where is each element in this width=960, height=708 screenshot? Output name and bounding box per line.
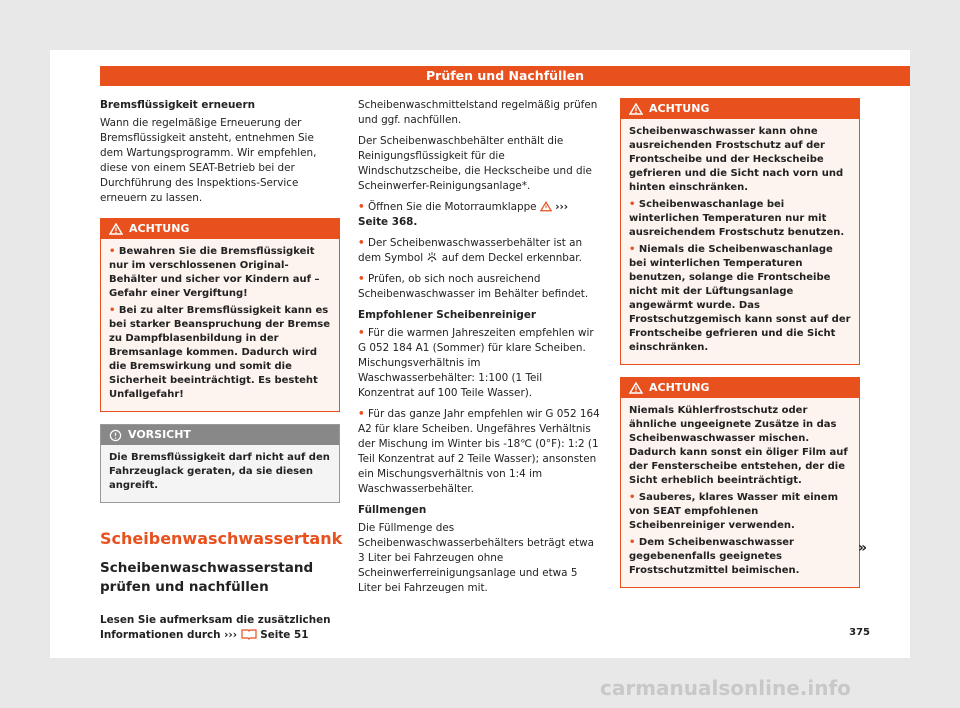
info-circle-icon <box>109 429 122 442</box>
sub-title: Scheibenwaschwasserstand prüfen und nachfüllen <box>100 560 314 595</box>
list-item: • Für das ganze Jahr empfehlen wir G 052 164 A2 für klare Scheiben. Ungefähres Verhältnis der Mischung im Winter bis -18℃ (0°F): 1:2 (1 Teil Konzentrat auf 2 Teile Wasser); ansonsten ein Mischungsverhältnis von 1:4 im Waschwasserbehälter. <box>358 408 600 495</box>
column-middle <box>358 98 600 602</box>
caution-box <box>100 424 340 503</box>
warning-label: ACHTUNG <box>129 222 190 235</box>
warning-item: • Bewahren Sie die Bremsflüssigkeit nur im verschlossenen Original-Behälter und sicher vor Kindern auf – Gefahr einer Vergiftung! <box>109 246 320 299</box>
intro-text: Lesen Sie aufmerksam die zusätzlichen Informationen durch ››› Seite 51 <box>100 614 331 641</box>
section-title: Scheibenwaschwassertank <box>100 529 343 548</box>
caution-label: VORSICHT <box>128 428 191 441</box>
page-header: Prüfen und Nachfüllen <box>100 66 910 86</box>
caution-text: Die Bremsflüssigkeit darf nicht auf den Fahrzeuglack geraten, da sie diesen angreift. <box>109 452 330 491</box>
warning-triangle-icon <box>629 103 643 115</box>
list-item: • Öffnen Sie die Motorraumklappe ››› Seite 368. <box>358 201 569 228</box>
paragraph: Scheibenwaschmittelstand regelmäßig prüfen und ggf. nachfüllen. <box>358 99 598 126</box>
column-right <box>620 98 860 600</box>
warning-item: • Niemals die Scheibenwaschanlage bei winterlichen Temperaturen benutzen, solange die Frontscheibe nicht mit der Lüftungsanlage angewärmt wurde. Das Frostschutzgemisch kann sonst auf der Frontscheibe gefrieren und die Sicht einschränken. <box>629 244 851 353</box>
warning-triangle-icon <box>629 382 643 394</box>
column-left <box>100 98 343 649</box>
book-icon <box>241 628 257 640</box>
page <box>50 50 910 658</box>
paragraph-brake-fluid: Wann die regelmäßige Erneuerung der Bremsflüssigkeit ansteht, entnehmen Sie dem Wartungsprogramm. Wir empfehlen, diese von einem SEAT-Betrieb bei der Durchführung des Inspektions-Service erneuern zu lassen. <box>100 117 317 204</box>
warning-item: • Bei zu alter Bremsflüssigkeit kann es bei starker Beanspruchung der Bremse zu Dampfblasenbildung in der Bremsanlage kommen. Dadurch wird die Bremswirkung und somit die Sicherheit beeinträchtigt. Es besteht Unfallgefahr! <box>109 305 331 400</box>
paragraph: Die Füllmenge des Scheibenwaschwasserbehälters beträgt etwa 3 Liter bei Fahrzeugen ohne Scheinwerferreinigungsanlage und etwa 5 Liter bei Fahrzeugen mit. <box>358 522 594 594</box>
heading-brake-fluid: Bremsflüssigkeit erneuern <box>100 99 255 111</box>
warning-header <box>101 219 339 239</box>
continue-mark: » <box>858 540 868 556</box>
warning-header <box>621 378 859 398</box>
warning-intro: Scheibenwaschwasser kann ohne ausreichenden Frostschutz auf der Frontscheibe und der Heckscheibe gefrieren und die Sicht nach vorn und hinten einschränken. <box>629 126 844 193</box>
warning-box-brake <box>100 218 340 412</box>
warning-body <box>101 239 339 411</box>
page-number: 375 <box>849 627 870 638</box>
paragraph: Der Scheibenwaschbehälter enthält die Reinigungsflüssigkeit für die Windschutzscheibe, die Heckscheibe und die Scheinwerfer-Reinigungsanlage*. <box>358 135 592 192</box>
warning-box-washer-frost <box>620 98 860 365</box>
warning-intro: Niemals Kühlerfrostschutz oder ähnliche ungeeignete Zusätze in das Scheibenwaschwasser mischen. Dadurch kann sonst ein öliger Film auf der Fensterscheibe entstehen, der die Sicht erheblich beeinträchtigt. <box>629 405 848 486</box>
warning-body <box>621 119 859 364</box>
caution-header <box>101 425 339 445</box>
warning-body <box>621 398 859 587</box>
list-item: • Prüfen, ob sich noch ausreichend Scheibenwaschwasser im Behälter befindet. <box>358 273 589 300</box>
warning-item: • Scheibenwaschanlage bei winterlichen Temperaturen nur mit ausreichendem Frostschutz benutzen. <box>629 199 845 238</box>
list-item: • Der Scheibenwaschwasserbehälter ist an dem Symbol auf dem Deckel erkennbar. <box>358 237 583 264</box>
warning-item: • Dem Scheibenwaschwasser gegebenenfalls geeignetes Frostschutzmittel beimischen. <box>629 537 800 576</box>
warning-header <box>621 99 859 119</box>
list-item: • Für die warmen Jahreszeiten empfehlen wir G 052 184 A1 (Sommer) für klare Scheiben. Mischungsverhältnis im Waschwasserbehälter: 1:100 (1 Teil Konzentrat auf 100 Teile Wasser). <box>358 327 594 399</box>
heading-fill-quantities: Füllmengen <box>358 504 427 516</box>
warning-label: ACHTUNG <box>649 381 710 394</box>
warning-triangle-icon <box>540 201 552 212</box>
warning-item: • Sauberes, klares Wasser mit einem von SEAT empfohlenen Scheibenreiniger verwenden. <box>629 492 838 531</box>
heading-recommended-cleaner: Empfohlener Scheibenreiniger <box>358 309 537 321</box>
caution-body <box>101 445 339 502</box>
watermark: carmanualsonline.info <box>600 676 851 700</box>
warning-box-additives <box>620 377 860 588</box>
warning-triangle-icon <box>109 223 123 235</box>
washer-fluid-icon <box>426 252 438 263</box>
warning-label: ACHTUNG <box>649 102 710 115</box>
